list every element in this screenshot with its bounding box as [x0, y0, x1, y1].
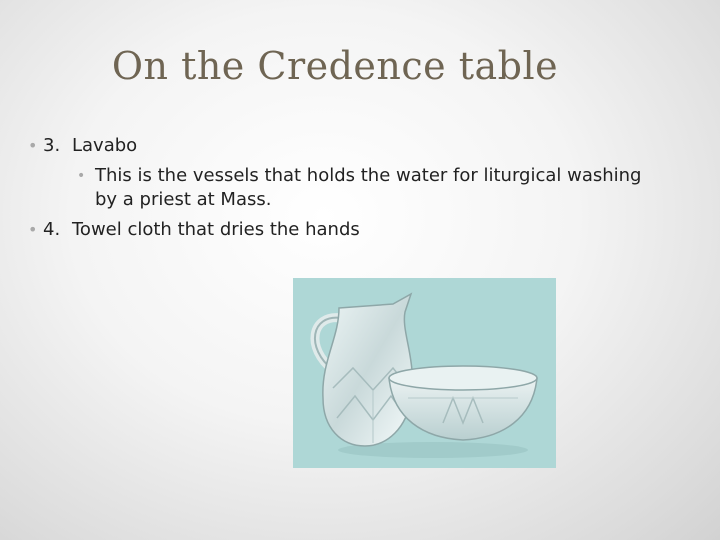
slide-title: On the Credence table — [111, 44, 559, 88]
bullet-text: Towel cloth that dries the hands — [72, 219, 360, 240]
lavabo-pitcher-and-bowl-icon — [293, 278, 556, 468]
bullet-text: This is the vessels that holds the water for liturgical washing by a priest at Mass. — [95, 165, 642, 210]
bullet-dot-icon: • — [28, 220, 38, 239]
bullet-number: 3. — [43, 135, 61, 156]
bullet-text: Lavabo — [72, 135, 138, 156]
bullet-item-lavabo — [28, 134, 648, 158]
bullet-number: 4. — [43, 219, 61, 240]
bullet-item-towel — [28, 218, 648, 242]
sub-bullet-item-description — [28, 164, 648, 212]
bullet-list — [28, 134, 648, 248]
bullet-dot-icon: • — [77, 168, 86, 184]
lavabo-photo — [293, 278, 556, 468]
bullet-dot-icon: • — [28, 136, 38, 155]
